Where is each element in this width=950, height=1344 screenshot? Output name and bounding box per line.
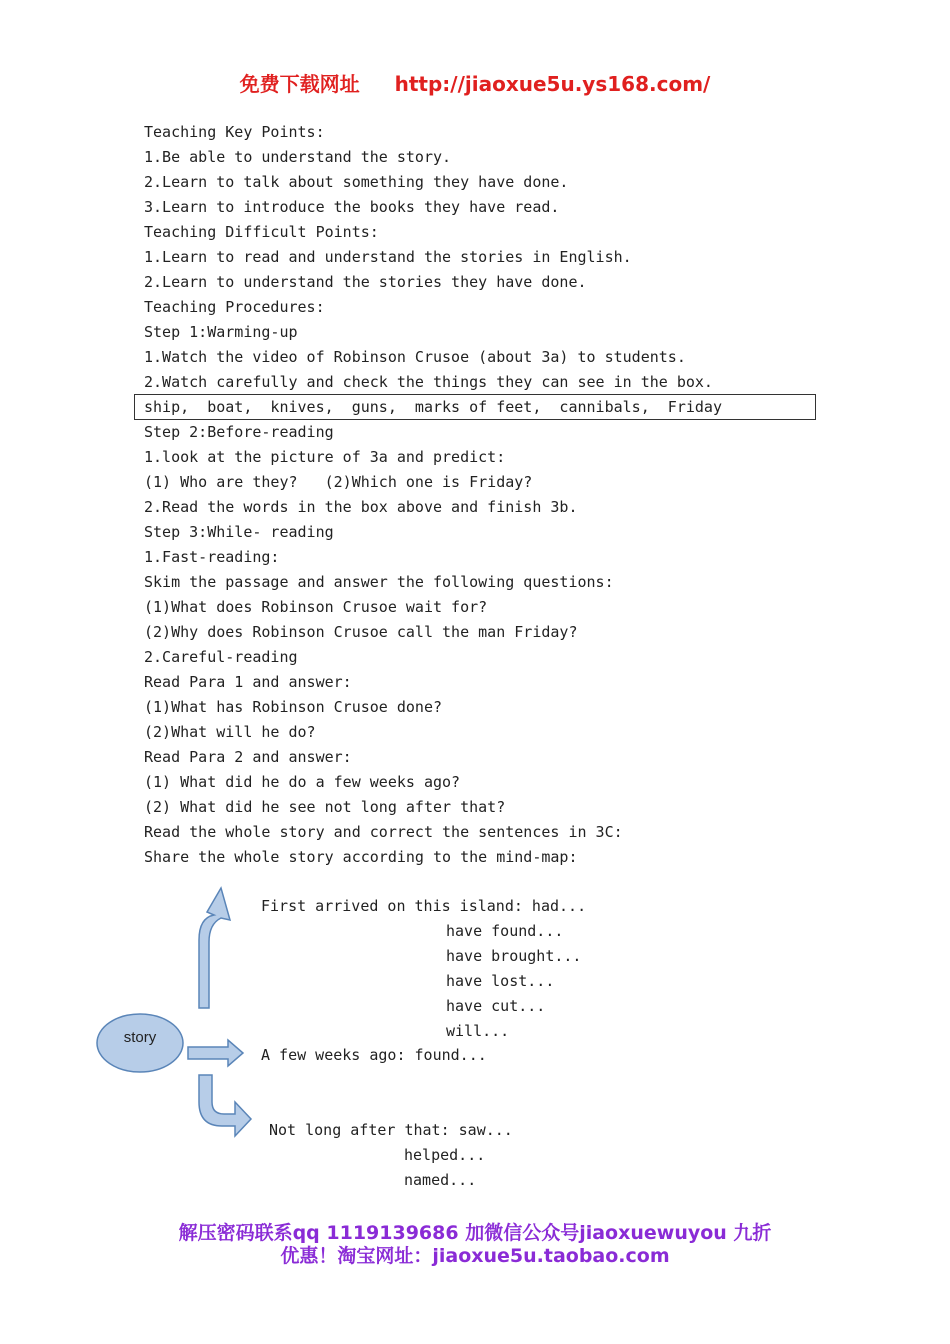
branch1-item: will... — [446, 1022, 510, 1040]
right-arrow-icon — [188, 1040, 243, 1066]
text-line: (1)What does Robinson Crusoe wait for? — [144, 598, 488, 616]
branch1-title: First arrived on this island: had... — [261, 897, 587, 915]
text-line: 3.Learn to introduce the books they have read. — [144, 198, 560, 216]
text-line: 1.look at the picture of 3a and predict: — [144, 448, 506, 466]
text-line: Skim the passage and answer the following questions: — [144, 573, 614, 591]
body-section-b — [144, 420, 824, 870]
page-header — [0, 68, 950, 97]
text-line: Read Para 2 and answer: — [144, 748, 352, 766]
text-line: Step 1:Warming-up — [144, 323, 298, 341]
text-line: (2)Why does Robinson Crusoe call the man Friday? — [144, 623, 578, 641]
text-line: (2)What will he do? — [144, 723, 316, 741]
body-section-a — [144, 120, 824, 395]
branch3-title: Not long after that: saw... — [269, 1121, 513, 1139]
text-line: Read Para 1 and answer: — [144, 673, 352, 691]
word-box — [134, 394, 816, 420]
branch2-text: A few weeks ago: found... — [261, 1046, 487, 1064]
word-box-text: ship, boat, knives, guns, marks of feet, cannibals, Friday — [144, 398, 722, 416]
header-url-link[interactable]: http://jiaoxue5u.ys168.com/ — [394, 72, 711, 96]
text-line: 2.Learn to understand the stories they have done. — [144, 273, 587, 291]
footer-line-2: 优惠！淘宝网址：jiaoxue5u.taobao.com — [280, 1245, 670, 1267]
header-cn-text: 免费下载网址 — [239, 72, 360, 96]
branch1-item: have lost... — [446, 972, 555, 990]
branch1-item: have brought... — [446, 947, 582, 965]
text-line: 1.Be able to understand the story. — [144, 148, 452, 166]
text-line: 1.Watch the video of Robinson Crusoe (about 3a) to students. — [144, 348, 686, 366]
text-line: Read the whole story and correct the sentences in 3C: — [144, 823, 623, 841]
text-line: (1)What has Robinson Crusoe done? — [144, 698, 443, 716]
text-line: Teaching Procedures: — [144, 298, 325, 316]
text-line: 1.Learn to read and understand the stories in English. — [144, 248, 632, 266]
text-line: (1) Who are they? (2)Which one is Friday? — [144, 473, 533, 491]
text-line: Share the whole story according to the mind-map: — [144, 848, 578, 866]
text-line: Teaching Key Points: — [144, 123, 325, 141]
mindmap-center-label: story — [123, 1029, 157, 1046]
branch3-item: named... — [404, 1171, 477, 1189]
text-line: 2.Careful-reading — [144, 648, 298, 666]
text-line: Step 2:Before-reading — [144, 423, 334, 441]
bent-arrow-icon — [199, 1075, 251, 1136]
text-line: (2) What did he see not long after that? — [144, 798, 506, 816]
text-line: 2.Learn to talk about something they have done. — [144, 173, 569, 191]
text-line: 1.Fast-reading: — [144, 548, 280, 566]
text-line: Teaching Difficult Points: — [144, 223, 379, 241]
mindmap-shapes — [0, 880, 300, 1140]
branch1-item: have cut... — [446, 997, 546, 1015]
up-arrow-icon — [199, 888, 230, 1008]
text-line: Step 3:While- reading — [144, 523, 334, 541]
footer-line-1: 解压密码联系qq 1119139686 加微信公众号jiaoxuewuyou 九折 — [178, 1222, 772, 1244]
text-line: (1) What did he do a few weeks ago? — [144, 773, 461, 791]
branch1-item: have found... — [446, 922, 564, 940]
text-line: 2.Watch carefully and check the things they can see in the box. — [144, 373, 713, 391]
branch3-item: helped... — [404, 1146, 486, 1164]
text-line: 2.Read the words in the box above and finish 3b. — [144, 498, 578, 516]
